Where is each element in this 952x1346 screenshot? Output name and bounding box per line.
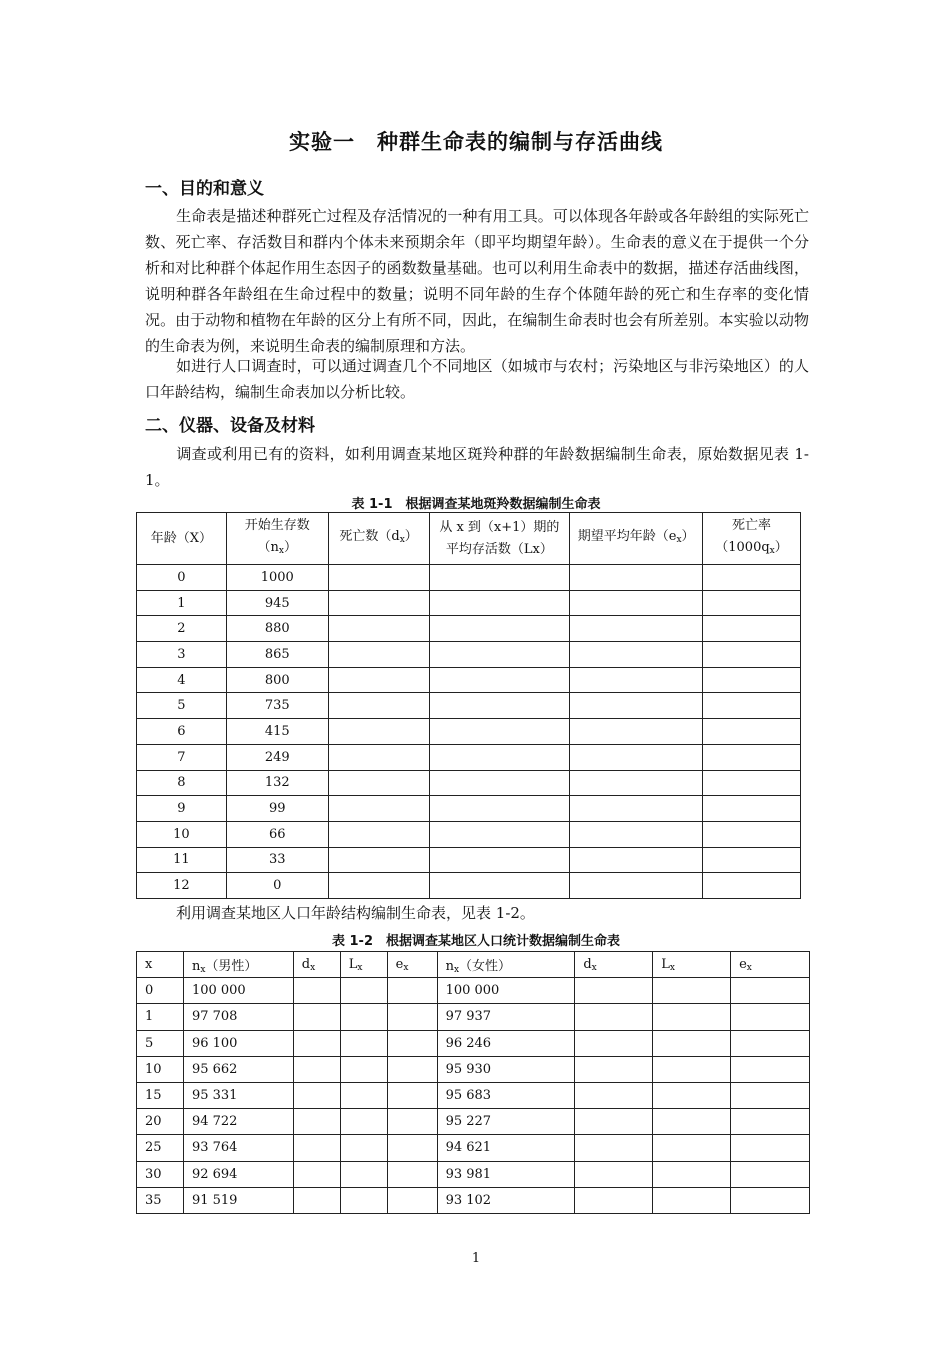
table1-cell-start: 865 — [226, 642, 328, 668]
table2-cell-n-male: 97 708 — [183, 1004, 293, 1030]
table2-cell-empty — [653, 1135, 731, 1161]
table1-row — [137, 565, 801, 591]
table2-cell-empty — [731, 1030, 810, 1056]
table1-cell-empty — [703, 796, 801, 822]
table1-header-avg-survivors: 从 x 到（x+1）期的 平均存活数（Lx） — [429, 513, 570, 565]
table2-row — [137, 1109, 810, 1135]
table2-cell-empty — [340, 1161, 387, 1187]
table2-cell-x: 30 — [137, 1161, 184, 1187]
table2-cell-empty — [653, 1030, 731, 1056]
table2-row — [137, 1030, 810, 1056]
table2-row — [137, 1187, 810, 1213]
table2-header-row — [137, 952, 810, 978]
table2-cell-empty — [653, 1004, 731, 1030]
table2-cell-n-male: 91 519 — [183, 1187, 293, 1213]
table1-cell-start: 945 — [226, 590, 328, 616]
table2-cell-empty — [387, 1135, 437, 1161]
table1-cell-empty — [570, 873, 703, 899]
table1-header-start: 开始生存数 $(n_x)$ — [226, 513, 328, 565]
table1-row — [137, 744, 801, 770]
table1-cell-empty — [703, 821, 801, 847]
table2-cell-empty — [387, 978, 437, 1004]
table1-cell-empty — [328, 642, 429, 668]
table1-cell-start: 735 — [226, 693, 328, 719]
paragraph-population — [145, 900, 809, 926]
table2-cell-empty — [731, 1082, 810, 1108]
table2-cell-empty — [653, 1109, 731, 1135]
table2-cell-n-male: 94 722 — [183, 1109, 293, 1135]
table1-row — [137, 616, 801, 642]
table2-cell-empty — [340, 1082, 387, 1108]
table2-cell-empty — [340, 1056, 387, 1082]
table2-cell-n-female: 96 246 — [437, 1030, 575, 1056]
table2-cell-n-female: 97 937 — [437, 1004, 575, 1030]
table2-row — [137, 1135, 810, 1161]
paragraph-materials-text: 调查或利用已有的资料，如利用调查某地区斑羚种群的年龄数据编制生命表，原始数据见表 1-1。 — [145, 445, 809, 489]
table2-cell-n-male: 96 100 — [183, 1030, 293, 1056]
table1-cell-empty — [328, 770, 429, 796]
table1-cell-age: 6 — [137, 719, 227, 745]
table2-cell-x: 35 — [137, 1187, 184, 1213]
table2-cell-x: 1 — [137, 1004, 184, 1030]
table2-cell-empty — [340, 1030, 387, 1056]
table2-cell-n-male: 93 764 — [183, 1135, 293, 1161]
table1-cell-start: 880 — [226, 616, 328, 642]
table1-row — [137, 770, 801, 796]
table1-cell-empty — [328, 847, 429, 873]
table1-cell-empty — [703, 667, 801, 693]
table1-cell-empty — [703, 719, 801, 745]
table1-cell-empty — [570, 642, 703, 668]
table1-cell-empty — [429, 796, 570, 822]
table2-cell-empty — [293, 1187, 340, 1213]
section-heading-purpose: 一、目的和意义 — [145, 179, 264, 199]
table2-row — [137, 1056, 810, 1082]
table1-cell-empty — [429, 667, 570, 693]
table1-row — [137, 873, 801, 899]
table2-cell-empty — [387, 1109, 437, 1135]
table1-cell-empty — [570, 770, 703, 796]
page-number: 1 — [471, 1251, 481, 1266]
table2-header-n-female: $n_x$（女性） — [437, 952, 575, 978]
table1-cell-empty — [703, 590, 801, 616]
table2-cell-empty — [575, 1004, 653, 1030]
table1-cell-age: 1 — [137, 590, 227, 616]
table2-cell-empty — [575, 1109, 653, 1135]
table1-cell-age: 2 — [137, 616, 227, 642]
table1-cell-empty — [429, 719, 570, 745]
paragraph-census-text: 如进行人口调查时，可以通过调查几个不同地区（如城市与农村；污染地区与非污染地区）的人口年龄结构，编制生命表加以分析比较。 — [145, 357, 809, 401]
table1-cell-empty — [328, 616, 429, 642]
table2-cell-empty — [387, 1004, 437, 1030]
table2-cell-empty — [340, 1187, 387, 1213]
table2-header-L-female: $L_x$ — [653, 952, 731, 978]
table1-cell-empty — [703, 847, 801, 873]
table1-cell-empty — [429, 873, 570, 899]
table2-cell-x: 20 — [137, 1109, 184, 1135]
table1-row — [137, 796, 801, 822]
table2-cell-n-male: 100 000 — [183, 978, 293, 1004]
table2-header-e-male: $e_x$ — [387, 952, 437, 978]
table1-cell-start: 33 — [226, 847, 328, 873]
table1-row — [137, 821, 801, 847]
table1-cell-empty — [703, 693, 801, 719]
table1-cell-empty — [328, 796, 429, 822]
table1-row — [137, 847, 801, 873]
table1-cell-empty — [429, 590, 570, 616]
table1-cell-empty — [570, 821, 703, 847]
table1-cell-empty — [429, 565, 570, 591]
table2-cell-n-male: 95 662 — [183, 1056, 293, 1082]
table1-cell-age: 0 — [137, 565, 227, 591]
table2-cell-empty — [575, 1135, 653, 1161]
table2-cell-empty — [293, 1004, 340, 1030]
table2-cell-n-female: 100 000 — [437, 978, 575, 1004]
paragraph-purpose-text: 生命表是描述种群死亡过程及存活情况的一种有用工具。可以体现各年龄或各年龄组的实际死亡数、死亡率、存活数目和群内个体未来预期余年（即平均期望年龄）。生命表的意义在于提供一个分析和对比种群个体起作用生态因子的函数数量基础。也可以利用生命表中的数据，描述存活曲线图，说明种群各年龄组在生命过程中的数量；说明不同年龄的生存个体随年龄的死亡和生存率的变化情况。由于动物和植物在年龄的区分上有所不同，因此，在编制生命表时也会有所差别。本实验以动物的生命表为例，来说明生命表的编制原理和方法。 — [145, 207, 809, 355]
table1-cell-start: 415 — [226, 719, 328, 745]
table1-cell-empty — [570, 796, 703, 822]
table1-row — [137, 693, 801, 719]
table2-header-x: x — [137, 952, 184, 978]
table1-cell-empty — [429, 770, 570, 796]
table2-cell-empty — [340, 978, 387, 1004]
table1-header-mortality: 死亡率 $(1000q_x)$ — [703, 513, 801, 565]
table1-cell-start: 249 — [226, 744, 328, 770]
table1-body — [137, 565, 801, 899]
table2-cell-empty — [653, 1161, 731, 1187]
table2-row — [137, 1004, 810, 1030]
table1-cell-empty — [328, 590, 429, 616]
table2-cell-empty — [731, 1161, 810, 1187]
table2-cell-empty — [293, 1161, 340, 1187]
table2-cell-n-female: 93 981 — [437, 1161, 575, 1187]
table2-cell-empty — [653, 1082, 731, 1108]
table2-cell-empty — [575, 1030, 653, 1056]
table1-cell-empty — [328, 873, 429, 899]
table1-cell-empty — [570, 847, 703, 873]
table2-header-L-male: $L_x$ — [340, 952, 387, 978]
table1-row — [137, 642, 801, 668]
table1-cell-start: 66 — [226, 821, 328, 847]
table2-header-n-male: $n_x$（男性） — [183, 952, 293, 978]
table2-cell-x: 25 — [137, 1135, 184, 1161]
table2-cell-empty — [731, 1056, 810, 1082]
table2-cell-x: 15 — [137, 1082, 184, 1108]
table2-cell-n-female: 95 930 — [437, 1056, 575, 1082]
table1-cell-age: 4 — [137, 667, 227, 693]
table2-cell-empty — [575, 978, 653, 1004]
table1-cell-empty — [429, 642, 570, 668]
table2-cell-n-female: 93 102 — [437, 1187, 575, 1213]
table2-header-d-male: $d_x$ — [293, 952, 340, 978]
table2-cell-empty — [575, 1161, 653, 1187]
table2-cell-n-female: 95 683 — [437, 1082, 575, 1108]
table2-header-d-female: $d_x$ — [575, 952, 653, 978]
table2-cell-empty — [340, 1004, 387, 1030]
table1-cell-empty — [703, 565, 801, 591]
table1-cell-start: 0 — [226, 873, 328, 899]
table2-cell-empty — [731, 1135, 810, 1161]
table2-cell-empty — [387, 1082, 437, 1108]
table1-cell-empty — [570, 565, 703, 591]
table1-cell-empty — [703, 770, 801, 796]
table2-cell-empty — [731, 1004, 810, 1030]
table2-cell-empty — [653, 1187, 731, 1213]
table2 — [136, 951, 810, 1214]
table1-cell-empty — [328, 821, 429, 847]
table1-cell-empty — [570, 667, 703, 693]
table1-caption: 表 1-1 根据调查某地斑羚数据编制生命表 — [351, 497, 601, 512]
table2-cell-empty — [731, 1109, 810, 1135]
table1-cell-empty — [429, 693, 570, 719]
table1-cell-empty — [328, 693, 429, 719]
table2-header-e-female: $e_x$ — [731, 952, 810, 978]
table1-cell-empty — [328, 565, 429, 591]
table2-cell-empty — [387, 1161, 437, 1187]
table1-cell-start: 800 — [226, 667, 328, 693]
table1-cell-empty — [703, 616, 801, 642]
table2-cell-empty — [575, 1187, 653, 1213]
table1-cell-empty — [703, 642, 801, 668]
table1-cell-age: 7 — [137, 744, 227, 770]
table2-cell-empty — [293, 1056, 340, 1082]
table2-row — [137, 978, 810, 1004]
table2-cell-empty — [731, 978, 810, 1004]
table2-cell-empty — [387, 1056, 437, 1082]
table1-cell-age: 12 — [137, 873, 227, 899]
table2-cell-empty — [387, 1030, 437, 1056]
table2-cell-empty — [293, 1109, 340, 1135]
table1-row — [137, 667, 801, 693]
table2-cell-x: 5 — [137, 1030, 184, 1056]
table1-cell-empty — [570, 590, 703, 616]
page-title: 实验一 种群生命表的编制与存活曲线 — [289, 130, 663, 154]
table1-cell-empty — [570, 719, 703, 745]
table2-cell-x: 10 — [137, 1056, 184, 1082]
table2-cell-empty — [653, 1056, 731, 1082]
table1-cell-start: 99 — [226, 796, 328, 822]
table2-cell-empty — [340, 1109, 387, 1135]
table1-row — [137, 590, 801, 616]
table1-cell-empty — [328, 667, 429, 693]
paragraph-population-text: 利用调查某地区人口年龄结构编制生命表，见表 1-2。 — [176, 904, 535, 922]
table1-cell-empty — [429, 821, 570, 847]
table1-cell-empty — [328, 719, 429, 745]
table2-body — [137, 978, 810, 1214]
paragraph-materials — [145, 441, 809, 493]
table1-cell-age: 3 — [137, 642, 227, 668]
table1-cell-empty — [429, 847, 570, 873]
table2-row — [137, 1161, 810, 1187]
table1-cell-age: 10 — [137, 821, 227, 847]
table1-header-age: 年龄（X） — [137, 513, 227, 565]
table2-cell-n-female: 94 621 — [437, 1135, 575, 1161]
table1-header-life-expectancy: 期望平均年龄$(e_x)$ — [570, 513, 703, 565]
table2-cell-n-female: 95 227 — [437, 1109, 575, 1135]
table1-cell-empty — [703, 744, 801, 770]
section-heading-materials: 二、仪器、设备及材料 — [145, 416, 315, 436]
table1-row — [137, 719, 801, 745]
table2-cell-empty — [653, 978, 731, 1004]
paragraph-purpose — [145, 203, 809, 359]
table1-cell-age: 9 — [137, 796, 227, 822]
table1-cell-empty — [570, 616, 703, 642]
table2-cell-empty — [731, 1187, 810, 1213]
table2-cell-empty — [293, 1135, 340, 1161]
table1-header-row — [137, 513, 801, 565]
table2-cell-empty — [293, 978, 340, 1004]
table2-cell-empty — [293, 1030, 340, 1056]
table1-cell-empty — [429, 616, 570, 642]
table1-cell-age: 8 — [137, 770, 227, 796]
table2-cell-empty — [293, 1082, 340, 1108]
table2-cell-n-male: 92 694 — [183, 1161, 293, 1187]
table1-cell-age: 5 — [137, 693, 227, 719]
table2-row — [137, 1082, 810, 1108]
table1-cell-start: 132 — [226, 770, 328, 796]
table1-cell-empty — [570, 744, 703, 770]
table2-cell-empty — [340, 1135, 387, 1161]
table2-caption: 表 1-2 根据调查某地区人口统计数据编制生命表 — [331, 934, 620, 949]
table2-cell-n-male: 95 331 — [183, 1082, 293, 1108]
table1-cell-empty — [703, 873, 801, 899]
table1 — [136, 512, 801, 899]
table2-cell-x: 0 — [137, 978, 184, 1004]
table1-cell-empty — [570, 693, 703, 719]
table1-cell-age: 11 — [137, 847, 227, 873]
table1-cell-empty — [429, 744, 570, 770]
table1-cell-start: 1000 — [226, 565, 328, 591]
table2-cell-empty — [575, 1082, 653, 1108]
table1-header-deaths: 死亡数$(d_x)$ — [328, 513, 429, 565]
table2-cell-empty — [387, 1187, 437, 1213]
table1-cell-empty — [328, 744, 429, 770]
paragraph-census — [145, 353, 809, 405]
table2-cell-empty — [575, 1056, 653, 1082]
